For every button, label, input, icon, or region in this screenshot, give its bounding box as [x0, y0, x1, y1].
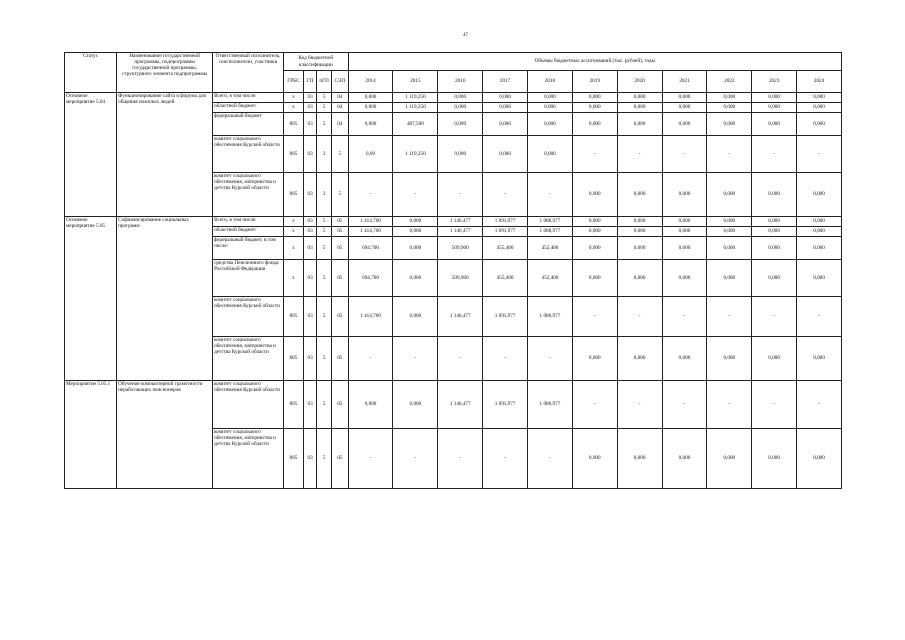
- page-number: 47: [463, 33, 468, 38]
- value-cell: 0,000: [572, 103, 617, 113]
- code-cell: 5: [317, 297, 332, 337]
- value-cell: 1 146,477: [438, 297, 483, 337]
- value-cell: 1 088,977: [528, 381, 573, 429]
- value-cell: 0,000: [752, 93, 797, 103]
- code-cell: 04: [331, 103, 348, 113]
- value-cell: 0,000: [662, 93, 707, 103]
- value-cell: 0,000: [348, 103, 393, 113]
- code-cell: 04: [331, 113, 348, 136]
- code-cell: 03: [303, 93, 317, 103]
- value-cell: -: [752, 381, 797, 429]
- code-cell: 05: [331, 227, 348, 237]
- value-cell: 0,000: [797, 173, 842, 217]
- value-cell: -: [617, 381, 662, 429]
- code-column-header: ГРБС: [283, 71, 303, 93]
- value-cell: 0,000: [707, 113, 752, 136]
- value-cell: -: [393, 173, 438, 217]
- code-cell: 805: [283, 337, 303, 381]
- code-cell: 05: [331, 381, 348, 429]
- value-cell: 0,000: [662, 227, 707, 237]
- value-cell: -: [348, 429, 393, 489]
- value-cell: -: [617, 297, 662, 337]
- value-cell: 0,000: [752, 217, 797, 227]
- responsible-cell: федеральный бюджет: [213, 113, 284, 136]
- value-cell: 1 088,977: [528, 297, 573, 337]
- code-cell: 3: [317, 136, 332, 173]
- value-cell: 0,000: [707, 217, 752, 227]
- value-cell: -: [528, 429, 573, 489]
- code-cell: 5: [317, 227, 332, 237]
- code-cell: 5: [317, 337, 332, 381]
- value-cell: 1 119,250: [393, 93, 438, 103]
- value-cell: 0,000: [707, 227, 752, 237]
- value-cell: 0,000: [797, 113, 842, 136]
- code-cell: 5: [331, 136, 348, 173]
- code-cell: х: [283, 260, 303, 297]
- year-column-header: 2023: [752, 71, 797, 93]
- year-column-header: 2022: [707, 71, 752, 93]
- value-cell: 0,000: [572, 227, 617, 237]
- value-cell: 0,000: [572, 93, 617, 103]
- value-cell: 694,700: [348, 237, 393, 260]
- value-cell: -: [662, 381, 707, 429]
- value-cell: 487,500: [393, 113, 438, 136]
- code-cell: 805: [283, 429, 303, 489]
- value-cell: 0,000: [617, 337, 662, 381]
- value-cell: -: [393, 429, 438, 489]
- value-cell: 0,000: [617, 227, 662, 237]
- value-cell: 0,000: [483, 113, 528, 136]
- value-cell: 0,000: [797, 260, 842, 297]
- value-cell: -: [797, 297, 842, 337]
- code-cell: 5: [317, 217, 332, 227]
- value-cell: -: [707, 381, 752, 429]
- value-cell: 0,000: [707, 103, 752, 113]
- table-row: [65, 93, 842, 103]
- year-column-header: 2016: [438, 71, 483, 93]
- program-name-cell: Обучение компьютерной грамотности неработающих пенсионеров: [117, 381, 213, 489]
- value-cell: 0,000: [662, 337, 707, 381]
- value-cell: 1 091,977: [483, 297, 528, 337]
- value-cell: 1 414,700: [348, 297, 393, 337]
- value-cell: 0,000: [572, 429, 617, 489]
- code-cell: 805: [283, 136, 303, 173]
- responsible-cell: комитет социального обеспечения, материнства и детства Курской области: [213, 173, 284, 217]
- code-cell: 5: [317, 429, 332, 489]
- value-cell: 0,000: [572, 237, 617, 260]
- code-column-header: СЭП: [331, 71, 348, 93]
- value-cell: 0,000: [572, 337, 617, 381]
- value-cell: 0,000: [662, 103, 707, 113]
- code-cell: 5: [317, 381, 332, 429]
- value-cell: 0,000: [483, 93, 528, 103]
- value-cell: -: [483, 337, 528, 381]
- value-cell: 0,000: [797, 103, 842, 113]
- value-cell: 0,000: [707, 429, 752, 489]
- code-cell: х: [283, 217, 303, 227]
- responsible-cell: федеральный бюджет, в том числе:: [213, 237, 284, 260]
- value-cell: 0,000: [572, 260, 617, 297]
- year-column-header: 2021: [662, 71, 707, 93]
- status-cell: Мероприятие 5.05.1: [65, 381, 117, 489]
- value-cell: -: [528, 337, 573, 381]
- code-cell: 04: [331, 93, 348, 103]
- value-cell: 0,00: [348, 136, 393, 173]
- code-cell: 03: [303, 173, 317, 217]
- value-cell: -: [662, 136, 707, 173]
- value-cell: 0,000: [797, 227, 842, 237]
- value-cell: 0,000: [662, 237, 707, 260]
- value-cell: 0,000: [483, 103, 528, 113]
- value-cell: 0,000: [797, 93, 842, 103]
- value-cell: 0,000: [483, 136, 528, 173]
- value-cell: -: [572, 381, 617, 429]
- year-column-header: 2014: [348, 71, 393, 93]
- status-cell: Основное мероприятие 5.05: [65, 217, 117, 381]
- value-cell: 0,000: [528, 103, 573, 113]
- value-cell: 0,000: [617, 93, 662, 103]
- value-cell: 0,000: [617, 103, 662, 113]
- responsible-cell: Всего, в том числе:: [213, 217, 284, 227]
- value-cell: 0,000: [797, 337, 842, 381]
- value-cell: 1 091,977: [483, 227, 528, 237]
- value-cell: 0,000: [348, 113, 393, 136]
- value-cell: 0,000: [438, 93, 483, 103]
- value-cell: 455,400: [483, 237, 528, 260]
- value-cell: 0,000: [617, 173, 662, 217]
- value-cell: -: [528, 173, 573, 217]
- code-cell: 03: [303, 260, 317, 297]
- budget-table: [64, 52, 842, 489]
- value-cell: 0,000: [348, 93, 393, 103]
- responsible-cell: комитет социального обеспечения, материнства и детства Курской области: [213, 337, 284, 381]
- code-cell: 805: [283, 381, 303, 429]
- code-column-header: пГП: [317, 71, 332, 93]
- responsible-cell: Всего, в том числе:: [213, 93, 284, 103]
- value-cell: -: [572, 136, 617, 173]
- value-cell: -: [438, 173, 483, 217]
- value-cell: 0,000: [528, 113, 573, 136]
- code-cell: 03: [303, 237, 317, 260]
- value-cell: -: [348, 173, 393, 217]
- value-cell: 0,000: [707, 237, 752, 260]
- value-cell: -: [348, 337, 393, 381]
- code-cell: х: [283, 227, 303, 237]
- value-cell: 0,000: [752, 237, 797, 260]
- code-cell: 05: [331, 297, 348, 337]
- responsible-cell: областной бюджет/: [213, 103, 284, 113]
- code-cell: 05: [331, 429, 348, 489]
- value-cell: 0,000: [752, 173, 797, 217]
- value-cell: 1 146,477: [438, 381, 483, 429]
- value-cell: 452,400: [528, 237, 573, 260]
- value-cell: 509,900: [438, 237, 483, 260]
- year-column-header: 2024: [797, 71, 842, 93]
- value-cell: -: [662, 297, 707, 337]
- code-cell: 5: [317, 237, 332, 260]
- code-cell: 03: [303, 227, 317, 237]
- code-cell: 05: [331, 217, 348, 227]
- code-cell: 03: [303, 297, 317, 337]
- value-cell: 0,000: [572, 217, 617, 227]
- code-cell: 03: [303, 337, 317, 381]
- value-cell: 0,000: [617, 429, 662, 489]
- value-cell: -: [707, 136, 752, 173]
- code-cell: 05: [331, 237, 348, 260]
- code-cell: 805: [283, 113, 303, 136]
- value-cell: 0,000: [528, 136, 573, 173]
- value-cell: -: [707, 297, 752, 337]
- code-cell: 03: [303, 217, 317, 227]
- value-cell: 1 146,477: [438, 217, 483, 227]
- header-status: Статус: [65, 53, 117, 93]
- value-cell: 0,000: [348, 381, 393, 429]
- value-cell: -: [752, 136, 797, 173]
- program-name-cell: Функционирование сайта и форума для общения пожилых людей: [117, 93, 213, 217]
- code-cell: 05: [331, 260, 348, 297]
- value-cell: 0,000: [528, 93, 573, 103]
- value-cell: 0,000: [707, 173, 752, 217]
- code-cell: 03: [303, 113, 317, 136]
- value-cell: 0,000: [752, 260, 797, 297]
- value-cell: 1 091,977: [483, 217, 528, 227]
- value-cell: 0,000: [662, 429, 707, 489]
- value-cell: 509,900: [438, 260, 483, 297]
- value-cell: 0,000: [662, 113, 707, 136]
- responsible-cell: областной бюджет/: [213, 227, 284, 237]
- year-column-header: 2017: [483, 71, 528, 93]
- value-cell: 0,000: [752, 103, 797, 113]
- table-body: [65, 93, 842, 489]
- value-cell: 0,000: [707, 337, 752, 381]
- value-cell: 0,000: [438, 136, 483, 173]
- responsible-cell: комитет социального обеспечения Курской области: [213, 381, 284, 429]
- value-cell: 0,000: [797, 217, 842, 227]
- code-cell: 5: [317, 260, 332, 297]
- code-cell: 03: [303, 103, 317, 113]
- code-cell: 5: [317, 103, 332, 113]
- responsible-cell: средства Пенсионного фонда Российской Федерации: [213, 260, 284, 297]
- value-cell: 0,000: [752, 113, 797, 136]
- value-cell: 0,000: [662, 173, 707, 217]
- value-cell: 0,000: [617, 237, 662, 260]
- value-cell: 0,000: [617, 113, 662, 136]
- value-cell: 694,700: [348, 260, 393, 297]
- value-cell: 0,000: [707, 93, 752, 103]
- code-cell: х: [283, 103, 303, 113]
- value-cell: 1 146,477: [438, 227, 483, 237]
- value-cell: 0,000: [617, 260, 662, 297]
- year-column-header: 2018: [528, 71, 573, 93]
- value-cell: -: [438, 337, 483, 381]
- value-cell: 0,000: [393, 217, 438, 227]
- value-cell: 1 414,700: [348, 217, 393, 227]
- code-cell: 3: [317, 173, 332, 217]
- value-cell: 0,000: [752, 227, 797, 237]
- value-cell: 1 088,977: [528, 217, 573, 227]
- value-cell: 0,000: [572, 173, 617, 217]
- value-cell: 0,000: [438, 103, 483, 113]
- table-row: [65, 217, 842, 227]
- code-cell: 805: [283, 297, 303, 337]
- value-cell: 0,000: [393, 237, 438, 260]
- header-volumes-group: Объемы бюджетных ассигнований (тыс. рублей), годы: [348, 53, 841, 71]
- code-cell: 5: [317, 113, 332, 136]
- responsible-cell: комитет социального обеспечения Курской области: [213, 297, 284, 337]
- code-cell: 05: [331, 337, 348, 381]
- value-cell: 1 119,250: [393, 103, 438, 113]
- value-cell: -: [483, 173, 528, 217]
- value-cell: -: [797, 381, 842, 429]
- value-cell: 0,000: [662, 217, 707, 227]
- code-cell: 5: [331, 173, 348, 217]
- value-cell: -: [797, 136, 842, 173]
- value-cell: -: [752, 297, 797, 337]
- responsible-cell: комитет социального обеспечения Курской области: [213, 136, 284, 173]
- header-responsible: Ответственный исполнитель, соисполнители, участники: [213, 53, 284, 93]
- value-cell: -: [393, 337, 438, 381]
- program-name-cell: Софинансирование социальных программ: [117, 217, 213, 381]
- value-cell: 0,000: [707, 260, 752, 297]
- code-cell: 03: [303, 136, 317, 173]
- code-cell: 03: [303, 381, 317, 429]
- value-cell: 0,000: [438, 113, 483, 136]
- header-name: Наименование государственной программы, подпрограммы государственной программы, структурного элемента подпрограммы: [117, 53, 213, 93]
- value-cell: 1 119,250: [393, 136, 438, 173]
- responsible-cell: комитет социального обеспечения, материнства и детства Курской области: [213, 429, 284, 489]
- status-cell: Основное мероприятие 5.04: [65, 93, 117, 217]
- code-cell: х: [283, 237, 303, 260]
- value-cell: 0,000: [797, 429, 842, 489]
- value-cell: 1 091,977: [483, 381, 528, 429]
- value-cell: 0,000: [393, 381, 438, 429]
- code-cell: х: [283, 93, 303, 103]
- value-cell: -: [483, 429, 528, 489]
- header-codes-group: Код бюджетной классификации: [283, 53, 348, 71]
- year-column-header: 2019: [572, 71, 617, 93]
- value-cell: 0,000: [662, 260, 707, 297]
- value-cell: 452,400: [528, 260, 573, 297]
- value-cell: 0,000: [393, 260, 438, 297]
- year-column-header: 2015: [393, 71, 438, 93]
- value-cell: -: [572, 297, 617, 337]
- value-cell: 0,000: [572, 113, 617, 136]
- value-cell: 0,000: [752, 429, 797, 489]
- year-column-header: 2020: [617, 71, 662, 93]
- code-column-header: ГП: [303, 71, 317, 93]
- value-cell: -: [617, 136, 662, 173]
- code-cell: 805: [283, 173, 303, 217]
- code-cell: 5: [317, 93, 332, 103]
- value-cell: 0,000: [393, 227, 438, 237]
- value-cell: 0,000: [797, 237, 842, 260]
- value-cell: 0,000: [617, 217, 662, 227]
- value-cell: 1 088,977: [528, 227, 573, 237]
- table-row: [65, 381, 842, 429]
- value-cell: 1 414,700: [348, 227, 393, 237]
- value-cell: 455,400: [483, 260, 528, 297]
- value-cell: 0,000: [393, 297, 438, 337]
- value-cell: 0,000: [752, 337, 797, 381]
- value-cell: -: [438, 429, 483, 489]
- code-cell: 03: [303, 429, 317, 489]
